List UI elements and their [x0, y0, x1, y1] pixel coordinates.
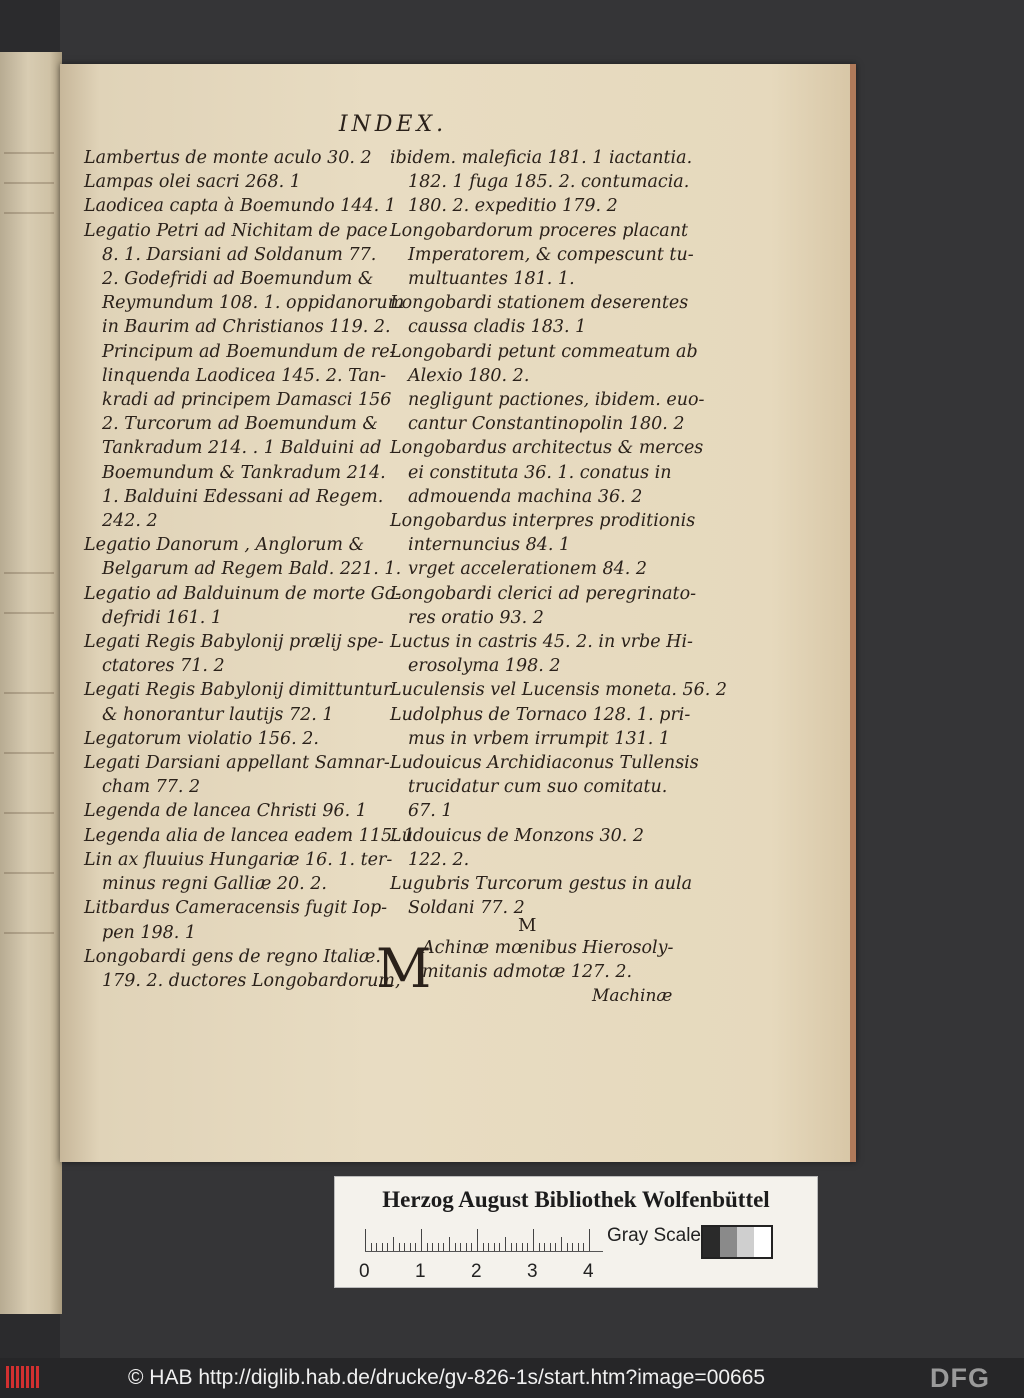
index-entry-line: Longobardus interpres proditionis — [390, 511, 696, 532]
index-entry-line: ctatores 71. 2 — [102, 656, 225, 677]
color-scale-card — [334, 1176, 818, 1288]
ruler-tick — [505, 1237, 506, 1251]
index-entry — [390, 291, 689, 339]
index-entry-line: Longobardi gens de regno Italiæ. — [84, 946, 381, 967]
index-entry-line: 1. Balduini Edessani ad Regem. — [102, 486, 384, 507]
ruler-tick — [539, 1243, 540, 1251]
ruler-tick — [371, 1243, 372, 1251]
index-entry — [84, 194, 396, 218]
index-entry-line: Lugubris Turcorum gestus in aula — [390, 874, 693, 895]
index-entry — [390, 751, 699, 824]
index-entry-line: caussa cladis 183. 1 — [408, 317, 587, 338]
index-entry-line: Ludolphus de Tornaco 128. 1. pri- — [390, 704, 691, 725]
ruler-tick — [427, 1243, 428, 1251]
index-entry-line: in Baurim ad Christianos 119. 2. — [102, 317, 391, 338]
ruler-tick — [499, 1243, 500, 1251]
ruler-tick — [589, 1229, 590, 1251]
index-entry — [84, 582, 402, 630]
ruler-tick — [404, 1243, 405, 1251]
index-entry — [390, 824, 680, 872]
index-entry-line: Legatio Petri ad Nichitam de pace — [84, 220, 388, 241]
ruler-tick — [488, 1243, 489, 1251]
index-entry-line: linquenda Laodicea 145. 2. Tan- — [102, 365, 387, 386]
ruler-tick — [443, 1243, 444, 1251]
section-m-line: mitanis admotæ 127. 2. — [422, 962, 633, 983]
ruler-tick — [555, 1243, 556, 1251]
index-entry — [84, 824, 415, 848]
footer-bar — [0, 1358, 1024, 1398]
catchword: Machinæ — [592, 986, 673, 1006]
index-entry-line: kradi ad principem Damasci 156 — [102, 390, 392, 411]
gray-swatch — [737, 1227, 754, 1257]
index-entry-line: 67. 1 — [408, 801, 453, 822]
index-entry-line: Alexio 180. 2. — [408, 365, 530, 386]
section-heading: M — [518, 915, 537, 936]
ruler-tick — [466, 1243, 467, 1251]
ruler-tick — [410, 1243, 411, 1251]
ruler-label: 3 — [527, 1261, 538, 1282]
ruler-tick — [415, 1243, 416, 1251]
index-entry-line: Legenda alia de lancea eadem 115. 1 — [84, 825, 415, 846]
gray-scale-label: Gray Scale — [607, 1225, 701, 1246]
index-entry — [390, 436, 704, 509]
ruler-tick — [516, 1243, 517, 1251]
index-entry — [390, 630, 693, 678]
section-m-line: Achinæ mœnibus Hierosoly- — [422, 938, 674, 958]
index-entry-line: Longobardorum proceres placant — [390, 220, 688, 241]
index-entry-line: Litbardus Cameracensis fugit Iop- — [84, 898, 388, 919]
ruler-tick — [471, 1243, 472, 1251]
index-entry — [390, 146, 693, 219]
index-entry-line: Laodicea capta à Boemundo 144. 1 — [84, 196, 396, 217]
index-entry-line: Principum ad Boemundum de re- — [102, 341, 396, 362]
index-entry — [84, 896, 388, 944]
index-entry-line: Legenda de lancea Christi 96. 1 — [84, 801, 367, 822]
ruler-tick — [544, 1243, 545, 1251]
index-entry-line: Lin ax fluuius Hungariæ 16. 1. ter- — [84, 849, 393, 870]
ruler-label: 1 — [415, 1261, 426, 1282]
ruler-tick — [522, 1243, 523, 1251]
page-header: INDEX. — [338, 112, 448, 137]
index-entry-line: Reymundum 108. 1. oppidanorum — [102, 293, 405, 314]
index-entry — [84, 799, 380, 823]
gray-scale-swatches — [701, 1225, 773, 1259]
index-entry-line: Lambertus de monte aculo 30. 2 — [84, 148, 372, 168]
gray-swatch — [703, 1227, 720, 1257]
index-entry-line: negligunt pactiones, ibidem. euo- — [408, 390, 705, 411]
facing-page-edge — [0, 52, 62, 1314]
index-entry-line: & honorantur lautijs 72. 1 — [102, 704, 334, 725]
decorated-initial: M — [376, 937, 432, 1000]
ruler-tick — [561, 1237, 562, 1251]
index-entry-line: Legatio ad Balduinum de morte Go- — [84, 583, 402, 604]
index-entry — [84, 630, 384, 678]
index-entry-line: Luctus in castris 45. 2. in vrbe Hi- — [390, 632, 693, 653]
ruler-tick — [567, 1243, 568, 1251]
index-entry — [84, 146, 380, 170]
index-entry-line: Legatorum violatio 156. 2. — [84, 728, 319, 749]
index-entry-line: cantur Constantinopolin 180. 2 — [408, 414, 685, 435]
ruler-tick — [572, 1243, 573, 1251]
index-entry — [84, 945, 401, 993]
ruler-tick — [550, 1243, 551, 1251]
ruler-tick — [477, 1229, 478, 1251]
index-entry — [84, 727, 380, 751]
index-entry — [84, 219, 405, 534]
index-entry-line: 242. 2 — [102, 511, 158, 532]
index-entry-line: Soldani 77. 2 — [408, 898, 525, 919]
ruler-tick — [533, 1229, 534, 1251]
index-entry-line: 179. 2. ductores Longobardorum, — [102, 970, 401, 991]
index-entry-line: cham 77. 2 — [102, 777, 201, 798]
index-entry-line: Tankradum 214. . 1 Balduini ad — [102, 438, 382, 459]
ruler-tick — [365, 1229, 366, 1251]
ruler-tick — [387, 1243, 388, 1251]
gray-swatch — [754, 1227, 771, 1257]
index-entry-line: res oratio 93. 2 — [408, 607, 544, 628]
index-entry-line: Longobardi clerici ad peregrinato- — [390, 583, 697, 604]
ruler-tick — [455, 1243, 456, 1251]
index-entry — [84, 533, 402, 581]
index-entry-line: Lampas olei sacri 268. 1 — [84, 172, 301, 193]
library-name: Herzog August Bibliothek Wolfenbüttel — [382, 1187, 770, 1212]
index-entry-line: ei constituta 36. 1. conatus in — [408, 462, 672, 483]
index-entry-line: Luculensis vel Lucensis moneta. 56. 2 — [390, 680, 728, 701]
index-entry — [390, 582, 697, 630]
index-entry-line: Legati Regis Babylonij prælij spe- — [84, 632, 384, 653]
ruler-tick — [578, 1243, 579, 1251]
index-entry-line: multuantes 181. 1. — [408, 269, 575, 290]
index-entry-line: Belgarum ad Regem Bald. 221. 1. — [102, 559, 402, 580]
ruler-label: 0 — [359, 1261, 370, 1282]
ruler-tick — [511, 1243, 512, 1251]
ruler-label: 2 — [471, 1261, 482, 1282]
index-entry — [84, 678, 392, 726]
index-entry-line: minus regni Galliæ 20. 2. — [102, 874, 327, 895]
index-entry — [390, 678, 728, 702]
index-entry-line: 2. Turcorum ad Boemundum & — [102, 414, 378, 435]
ruler-tick — [376, 1243, 377, 1251]
index-entry-line: pen 198. 1 — [102, 922, 197, 943]
index-entry-line: ibidem. maleficia 181. 1 iactantia. — [390, 148, 693, 168]
ruler-tick — [483, 1243, 484, 1251]
index-entry-line: Ludouicus Archidiaconus Tullensis — [390, 753, 699, 774]
index-entry-line: erosolyma 198. 2 — [408, 656, 561, 677]
ruler-label: 4 — [583, 1261, 594, 1282]
ruler-tick — [421, 1229, 422, 1251]
index-column-right — [390, 146, 728, 921]
index-entry-line: 2. Godefridi ad Boemundum & — [102, 269, 374, 290]
index-entry — [84, 848, 393, 896]
index-entry-line: Imperatorem, & compescunt tu- — [408, 244, 694, 265]
index-entry-line: admouenda machina 36. 2 — [408, 486, 643, 507]
index-entry-line: trucidatur cum suo comitatu. — [408, 777, 668, 798]
index-entry — [390, 703, 691, 751]
ruler-tick — [527, 1243, 528, 1251]
ruler-tick — [449, 1237, 450, 1251]
dfg-logo: DFG — [930, 1363, 990, 1393]
section-m-entry — [422, 936, 673, 984]
index-entry-line: defridi 161. 1 — [102, 607, 223, 628]
ruler-tick — [399, 1243, 400, 1251]
index-entry-line: 122. 2. — [408, 849, 470, 870]
index-entry-line: Longobardi petunt commeatum ab — [390, 341, 698, 362]
index-entry-line: Legati Darsiani appellant Samnar- — [84, 753, 390, 774]
ruler-tick — [382, 1243, 383, 1251]
index-entry-line: internuncius 84. 1 — [408, 535, 571, 556]
index-entry-line: 182. 1 fuga 185. 2. contumacia. — [408, 172, 690, 193]
index-entry — [390, 219, 694, 292]
ruler-labels — [359, 1261, 619, 1283]
index-entry — [390, 872, 693, 920]
index-entry-line: Legati Regis Babylonij dimittuntur — [84, 680, 392, 701]
index-column-left — [84, 146, 415, 993]
hab-logo-icon — [6, 1366, 40, 1388]
index-entry — [390, 509, 696, 582]
ruler-tick — [432, 1243, 433, 1251]
index-entry — [390, 340, 705, 437]
index-entry-line: 8. 1. Darsiani ad Soldanum 77. — [102, 244, 377, 265]
ruler-tick — [460, 1243, 461, 1251]
index-entry — [84, 751, 390, 799]
index-entry-line: 180. 2. expeditio 179. 2 — [408, 196, 618, 217]
index-entry — [84, 170, 380, 194]
index-entry-line: Longobardus architectus & merces — [390, 438, 704, 459]
ruler-tick — [438, 1243, 439, 1251]
index-entry-line: mus in vrbem irrumpit 131. 1 — [408, 728, 671, 749]
index-entry-line: Longobardi stationem deserentes — [390, 293, 689, 314]
index-entry-line: vrget accelerationem 84. 2 — [408, 559, 648, 580]
ruler-tick — [583, 1243, 584, 1251]
index-entry-line: Ludouicus de Monzons 30. 2 — [390, 825, 645, 846]
ruler-tick — [393, 1237, 394, 1251]
footer-link[interactable]: © HAB http://diglib.hab.de/drucke/gv-826-1s/start.htm?image=00665 — [128, 1366, 766, 1389]
index-entry-line: Boemundum & Tankradum 214. — [102, 462, 386, 483]
gray-swatch — [720, 1227, 737, 1257]
ruler-tick — [494, 1243, 495, 1251]
ruler — [365, 1225, 603, 1252]
index-entry-line: Legatio Danorum , Anglorum & — [84, 535, 365, 556]
